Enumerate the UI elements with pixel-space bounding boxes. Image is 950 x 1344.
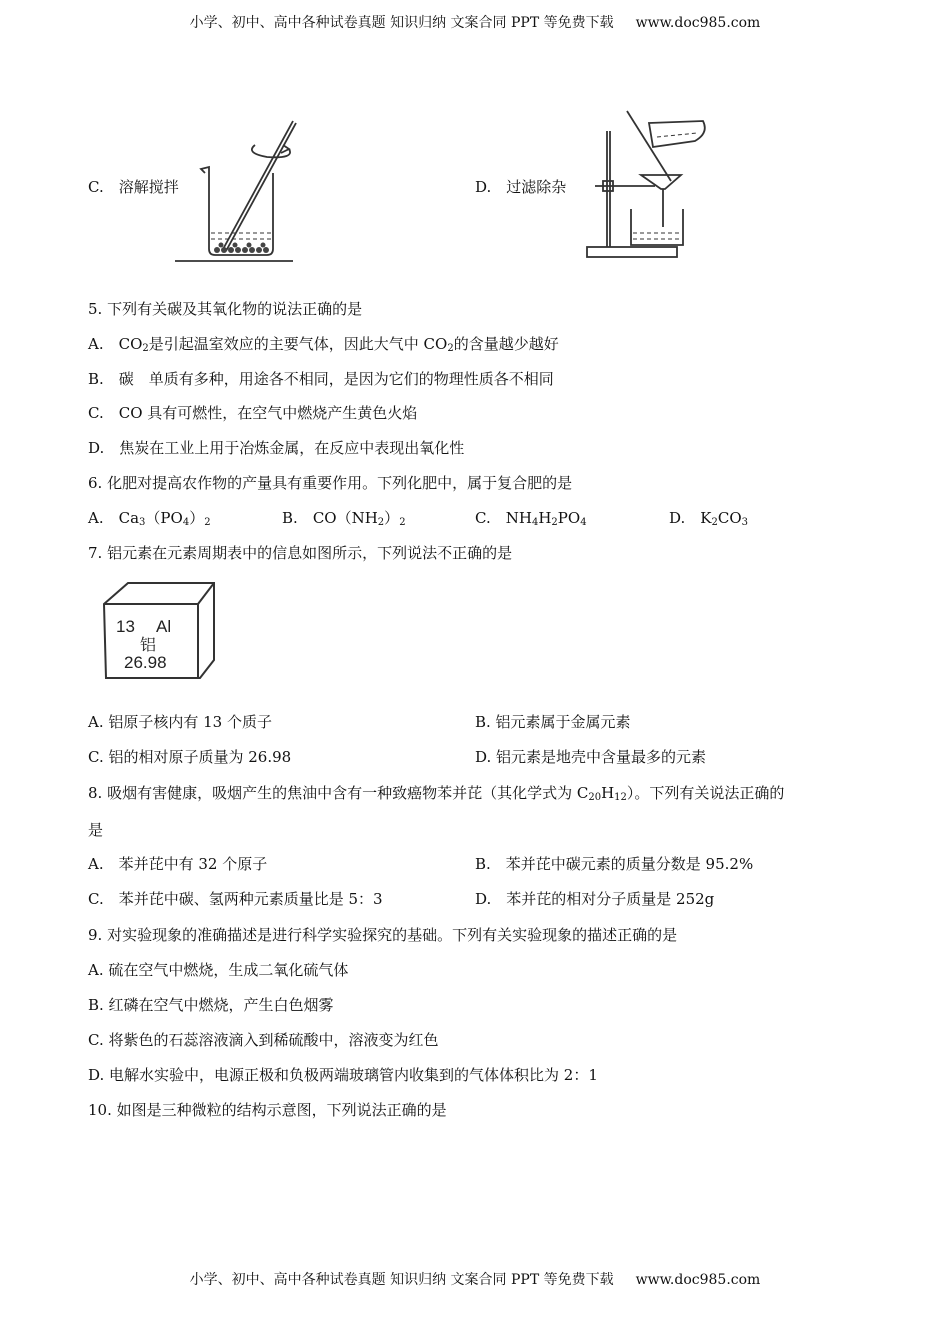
beaker-stirring-figure <box>175 115 305 265</box>
q5-option-b: B. 碳 单质有多种，用途各不相同，是因为它们的物理性质各不相同 <box>88 370 554 388</box>
tile-element-name: 铝 <box>140 635 157 654</box>
q9-option-d: D. 电解水实验中，电源正极和负极两端玻璃管内收集到的气体体积比为 2：1 <box>88 1066 598 1084</box>
q5-option-c: C. CO 具有可燃性，在空气中燃烧产生黄色火焰 <box>88 404 418 422</box>
q6-option-a: A. $Ca_3(PO_4)_2$ <box>88 509 211 528</box>
q10-stem: 10. 如图是三种微粒的结构示意图，下列说法正确的是 <box>88 1101 447 1119</box>
q6-stem: 6. 化肥对提高农作物的产量具有重要作用。下列化肥中，属于复合肥的是 <box>88 474 573 492</box>
q8-option-b: B. 苯并芘中碳元素的质量分数是 95.2% <box>475 855 754 873</box>
q7-option-b: B. 铝元素属于金属元素 <box>475 713 631 731</box>
q8-option-c: C. 苯并芘中碳、氢两种元素质量比是 5：3 <box>88 890 383 908</box>
q6-option-c: C. $NH_4H_2PO_4$ <box>475 509 587 528</box>
q9-option-a: A. 硫在空气中燃烧，生成二氧化硫气体 <box>88 961 349 979</box>
q8-option-d: D. 苯并芘的相对分子质量是 252g <box>475 890 715 908</box>
tile-atomic-number: 13 <box>116 617 135 636</box>
q7-stem: 7. 铝元素在元素周期表中的信息如图所示，下列说法不正确的是 <box>88 544 513 562</box>
q9-option-c: C. 将紫色的石蕊溶液滴入到稀硫酸中，溶液变为红色 <box>88 1031 439 1049</box>
q4-option-c: C. 溶解搅拌 <box>88 178 179 196</box>
page-header <box>0 12 950 32</box>
q6-option-d: D. $K_2CO_3$ <box>669 509 749 528</box>
q8-stem: 8. 吸烟有害健康，吸烟产生的焦油中含有一种致癌物苯并芘（其化学式为 $C_{20}H_{12}$）。下列有关说法正确的 <box>88 784 785 803</box>
q4-option-d: D. 过滤除杂 <box>475 178 567 196</box>
filtration-figure <box>585 103 715 265</box>
q7-option-d: D. 铝元素是地壳中含量最多的元素 <box>475 748 707 766</box>
tile-atomic-mass: 26.98 <box>124 653 167 672</box>
q5-stem: 5. 下列有关碳及其氧化物的说法正确的是 <box>88 300 363 318</box>
q9-stem: 9. 对实验现象的准确描述是进行科学实验探究的基础。下列有关实验现象的描述正确的是 <box>88 926 678 944</box>
q5-option-d: D. 焦炭在工业上用于冶炼金属，在反应中表现出氧化性 <box>88 439 465 457</box>
header-text: 小学、初中、高中各种试卷真题 知识归纳 文案合同 PPT 等免费下载 <box>189 15 614 31</box>
q7-option-a: A. 铝原子核内有 13 个质子 <box>88 713 272 731</box>
q6-option-b: B. $CO(NH_2)_2$ <box>282 509 406 528</box>
tile-symbol: Al <box>156 617 172 636</box>
aluminum-element-tile <box>100 580 218 682</box>
q5-option-a: A. $CO_2$是引起温室效应的主要气体，因此大气中 $CO_2$的含量越少越好 <box>88 335 559 354</box>
q7-option-c: C. 铝的相对原子质量为 26.98 <box>88 748 292 766</box>
header-url: www.doc985.com <box>635 15 761 31</box>
footer-url: www.doc985.com <box>635 1272 761 1288</box>
q9-option-b: B. 红磷在空气中燃烧，产生白色烟雾 <box>88 996 334 1014</box>
footer-text: 小学、初中、高中各种试卷真题 知识归纳 文案合同 PPT 等免费下载 <box>189 1272 614 1288</box>
q8-option-a: A. 苯并芘中有 32 个原子 <box>88 855 268 873</box>
q8-stem-continued: 是 <box>88 821 104 839</box>
page-footer <box>0 1269 950 1289</box>
